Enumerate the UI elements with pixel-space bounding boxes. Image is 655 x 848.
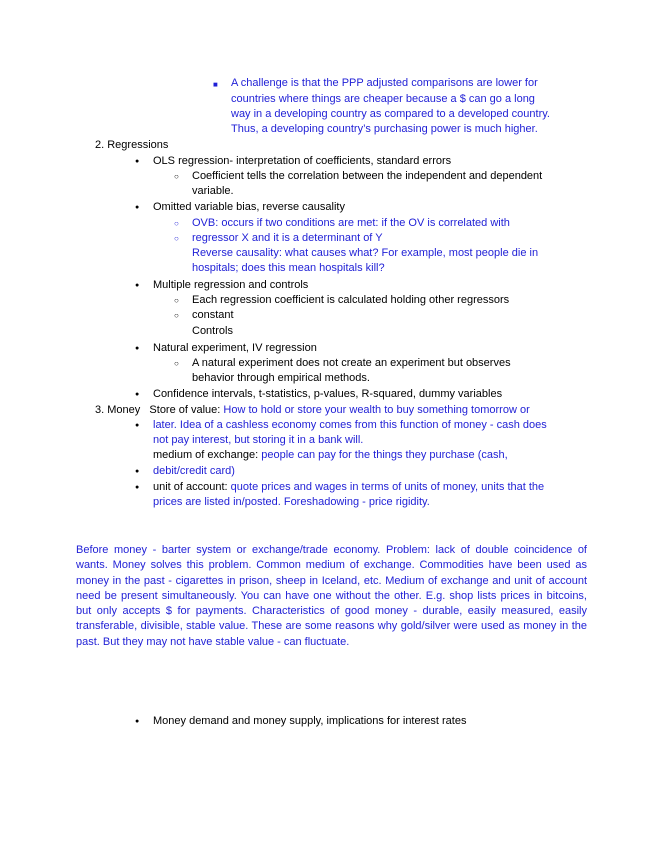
natural-experiment-item: Natural experiment, IV regression [153, 342, 317, 354]
confidence-intervals-item: Confidence intervals, t-statistics, p-values, R-squared, dummy variables [153, 388, 503, 400]
medium-of-exchange-text: people can pay for the things they purchase (cash, [261, 449, 508, 461]
ols-sub-line-2: variable. [192, 185, 234, 197]
reverse-causality-line-1: Reverse causality: what causes what? For example, most people die in [192, 247, 539, 259]
natural-sub-line-2: behavior through empirical methods. [192, 372, 370, 384]
money-heading [95, 403, 530, 418]
square-bullet-icon: ■ [213, 80, 218, 89]
disc-bullet-icon: ● [135, 282, 140, 289]
disc-bullet-icon: ● [135, 158, 140, 165]
circle-bullet-icon: ○ [174, 296, 179, 305]
ppp-line-2: countries where things are cheaper because a $ can go a long [231, 93, 535, 105]
disc-bullet-icon: ● [135, 422, 140, 429]
ppp-line-3: way in a developing country as compared to a developed country. [231, 108, 550, 120]
multiple-sub-line-1: Each regression coefficient is calculated holding other regressors [192, 294, 510, 306]
unit-of-account-line-1 [153, 480, 544, 495]
circle-bullet-icon: ○ [174, 311, 179, 320]
store-of-value-text: How to hold or store your wealth to buy something tomorrow or [223, 404, 530, 416]
barter-paragraph: Before money - barter system or exchange/trade economy. Problem: lack of double coincidence of wants. Money solves this problem. Common medium of exchange. Commodities have been used as money in the past - cigarettes in prison, sheep in Iceland, etc. Medium of exchange and unit of account need be present simultaneously. You can have one without the other. E.g. shop lists prices in bitcoins, but only accepts $ for payments. Characteristics of good money - durable, easily measured, easily transferable, divisible, stable value. These are some reasons why gold/silver were used as money in the past. But they may not have stable value - can fluctuate. [76, 544, 587, 648]
disc-bullet-icon: ● [135, 345, 140, 352]
store-of-value-line-2: later. Idea of a cashless economy comes from this function of money - cash does [153, 419, 547, 431]
ols-sub-line-1: Coefficient tells the correlation between the independent and dependent [192, 170, 543, 182]
disc-bullet-icon: ● [135, 204, 140, 211]
controls-line: Controls [192, 325, 233, 337]
disc-bullet-icon: ● [135, 484, 140, 491]
natural-sub-line-1: A natural experiment does not create an experiment but observes [192, 357, 511, 369]
regressions-heading: 2. Regressions [95, 139, 169, 151]
medium-of-exchange-line-2: debit/credit card) [153, 465, 235, 477]
ovb-sub-line-1: OVB: occurs if two conditions are met: if the OV is correlated with [192, 217, 510, 229]
unit-of-account-line-2: prices are listed in/posted. Foreshadowing - price rigidity. [153, 496, 430, 508]
ols-item: OLS regression- interpretation of coefficients, standard errors [153, 155, 452, 167]
money-demand-item: Money demand and money supply, implications for interest rates [153, 715, 467, 727]
store-of-value-line-3: not pay interest, but storing it in a bank will. [153, 434, 364, 446]
unit-of-account-label: unit of account: [153, 481, 228, 493]
multiple-regression-item: Multiple regression and controls [153, 279, 309, 291]
disc-bullet-icon: ● [135, 718, 140, 725]
money-heading-number: 3. Money [95, 404, 141, 416]
disc-bullet-icon: ● [135, 391, 140, 398]
medium-of-exchange-line-1 [153, 448, 508, 463]
ppp-line-4: Thus, a developing country’s purchasing power is much higher. [231, 123, 538, 135]
reverse-causality-line-2: hospitals; does this mean hospitals kill? [192, 262, 385, 274]
circle-bullet-icon: ○ [174, 359, 179, 368]
medium-of-exchange-label: medium of exchange: [153, 449, 259, 461]
ppp-line-1: A challenge is that the PPP adjusted comparisons are lower for [231, 77, 538, 89]
multiple-sub-line-2: constant [192, 309, 234, 321]
disc-bullet-icon: ● [135, 468, 140, 475]
store-of-value-label: Store of value: [149, 404, 221, 416]
ovb-item: Omitted variable bias, reverse causality [153, 201, 345, 213]
ovb-sub-line-2: regressor X and it is a determinant of Y [192, 232, 383, 244]
circle-bullet-icon: ○ [174, 219, 179, 228]
circle-bullet-icon: ○ [174, 172, 179, 181]
circle-bullet-icon: ○ [174, 234, 179, 243]
unit-of-account-text: quote prices and wages in terms of units of money, units that the [230, 481, 545, 493]
